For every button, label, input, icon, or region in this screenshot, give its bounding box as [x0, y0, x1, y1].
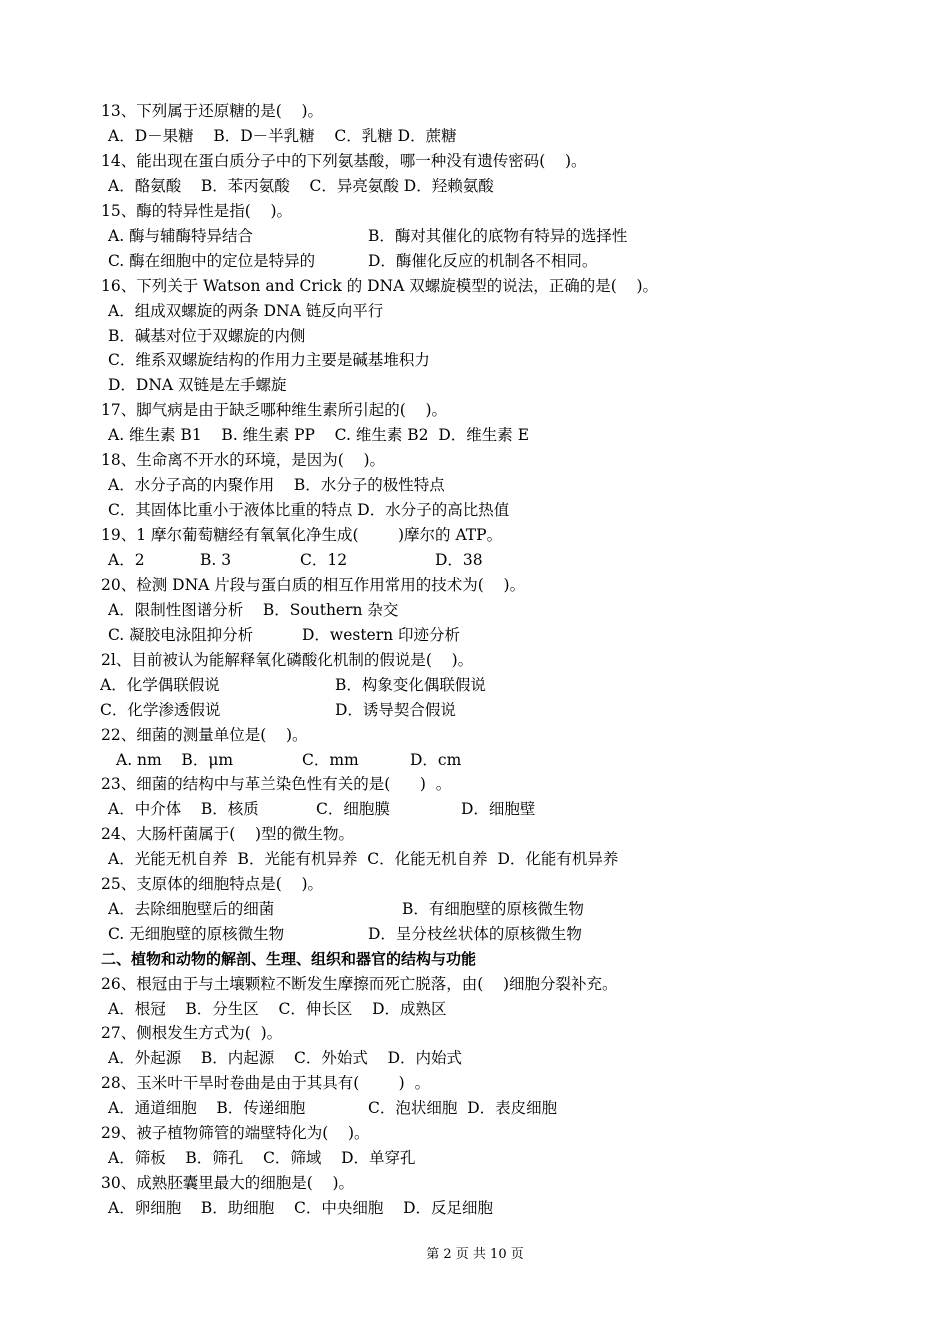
question-27: 27、侧根发生方式为( )。 [101, 1024, 283, 1042]
question-22-option-d: D．cm [410, 751, 462, 769]
question-20-options-ab: A．限制性图谱分析 B．Southern 杂交 [108, 601, 399, 619]
question-29-options: A．筛板 B．筛孔 C．筛域 D．单穿孔 [108, 1149, 416, 1167]
question-16: 16、下列关于 Watson and Crick 的 DNA 双螺旋模型的说法，正确的是( )。 [101, 277, 659, 295]
question-22-option-c: C．mm [302, 751, 359, 769]
question-24-options: A．光能无机自养 B．光能有机异养 C．化能无机自养 D．化能有机异养 [108, 850, 619, 868]
question-27-options: A．外起源 B．内起源 C．外始式 D．内始式 [108, 1049, 462, 1067]
question-13: 13、下列属于还原糖的是( )。 [101, 102, 324, 120]
question-21-option-d: D．诱导契合假说 [335, 701, 456, 719]
section-heading: 二、植物和动物的解剖、生理、组织和器官的结构与功能 [101, 950, 477, 968]
question-16-option-b: B．碱基对位于双螺旋的内侧 [108, 327, 306, 345]
question-25-option-c: C. 无细胞壁的原核微生物 [108, 925, 285, 943]
question-19-option-d: D．38 [435, 551, 483, 569]
question-15-option-d: D．酶催化反应的机制各不相同。 [368, 252, 598, 270]
question-15-option-c: C. 酶在细胞中的定位是特异的 [108, 252, 316, 270]
question-28-options-cd: C．泡状细胞 D．表皮细胞 [368, 1099, 558, 1117]
question-30: 30、成熟胚囊里最大的细胞是( )。 [101, 1174, 355, 1192]
question-28: 28、玉米叶干旱时卷曲是由于其具有( ) 。 [101, 1074, 431, 1092]
question-19-option-a: A．2 [108, 551, 145, 569]
question-20-option-c: C. 凝胶电泳阻抑分析 [108, 626, 254, 644]
question-19: 19、1 摩尔葡萄糖经有氧氧化净生成( )摩尔的 ATP。 [101, 526, 503, 544]
question-23: 23、细菌的结构中与革兰染色性有关的是( ) 。 [101, 775, 452, 793]
question-20-option-d: D．western 印迹分析 [302, 626, 461, 644]
question-18-options-ab: A．水分子高的内聚作用 B．水分子的极性特点 [108, 476, 445, 494]
question-17-options: A. 维生素 B1 B. 维生素 PP C. 维生素 B2 D．维生素 E [108, 426, 530, 444]
question-26: 26、根冠由于与土壤颗粒不断发生摩擦而死亡脱落，由( )细胞分裂补充。 [101, 975, 618, 993]
question-18: 18、生命离不开水的环境，是因为( )。 [101, 451, 386, 469]
question-15-option-b: B．酶对其催化的底物有特异的选择性 [368, 227, 628, 245]
question-18-options-cd: C．其固体比重小于液体比重的特点 D．水分子的高比热值 [108, 501, 510, 519]
question-25-option-d: D．呈分枝丝状体的原核微生物 [368, 925, 582, 943]
question-25: 25、支原体的细胞特点是( )。 [101, 875, 324, 893]
question-25-option-a: A．去除细胞壁后的细菌 [108, 900, 275, 918]
question-29: 29、被子植物筛管的端壁特化为( )。 [101, 1124, 370, 1142]
question-30-options: A．卵细胞 B．助细胞 C．中央细胞 D．反足细胞 [108, 1199, 493, 1217]
question-21-option-b: B．构象变化偶联假说 [335, 676, 486, 694]
question-16-option-c: C．维系双螺旋结构的作用力主要是碱基堆积力 [108, 351, 430, 369]
question-13-options: A．D－果糖 B．D－半乳糖 C．乳糖 D．蔗糖 [108, 127, 457, 145]
question-23-option-c: C．细胞膜 [316, 800, 390, 818]
question-21-option-a: A．化学偶联假说 [100, 676, 220, 694]
question-14: 14、能出现在蛋白质分子中的下列氨基酸，哪一种没有遗传密码( )。 [101, 152, 587, 170]
question-16-option-d: D．DNA 双链是左手螺旋 [108, 376, 287, 394]
question-28-options-ab: A．通道细胞 B．传递细胞 [108, 1099, 306, 1117]
question-16-option-a: A．组成双螺旋的两条 DNA 链反向平行 [108, 302, 384, 320]
question-23-options-ab: A．中介体 B．核质 [108, 800, 259, 818]
question-15-option-a: A. 酶与辅酶特异结合 [108, 227, 254, 245]
question-25-option-b: B．有细胞壁的原核微生物 [402, 900, 584, 918]
question-24: 24、大肠杆菌属于( )型的微生物。 [101, 825, 355, 843]
question-19-option-c: C．12 [300, 551, 348, 569]
question-26-options: A．根冠 B．分生区 C．伸长区 D．成熟区 [108, 1000, 447, 1018]
question-22: 22、细菌的测量单位是( )。 [101, 726, 308, 744]
question-15: 15、酶的特异性是指( )。 [101, 202, 293, 220]
question-21-option-c: C．化学渗透假说 [100, 701, 221, 719]
question-14-options: A．酪氨酸 B．苯丙氨酸 C．异亮氨酸 D．羟赖氨酸 [108, 177, 494, 195]
question-23-option-d: D．细胞壁 [461, 800, 536, 818]
question-21: 2l、目前被认为能解释氧化磷酸化机制的假说是( )。 [101, 651, 474, 669]
question-17: 17、脚气病是由于缺乏哪种维生素所引起的( )。 [101, 401, 448, 419]
page-footer: 第 2 页 共 10 页 [426, 1247, 524, 1262]
question-19-option-b: B. 3 [200, 551, 232, 569]
question-22-options-ab: A. nm B．μm [116, 751, 234, 769]
question-20: 20、检测 DNA 片段与蛋白质的相互作用常用的技术为( )。 [101, 576, 526, 594]
